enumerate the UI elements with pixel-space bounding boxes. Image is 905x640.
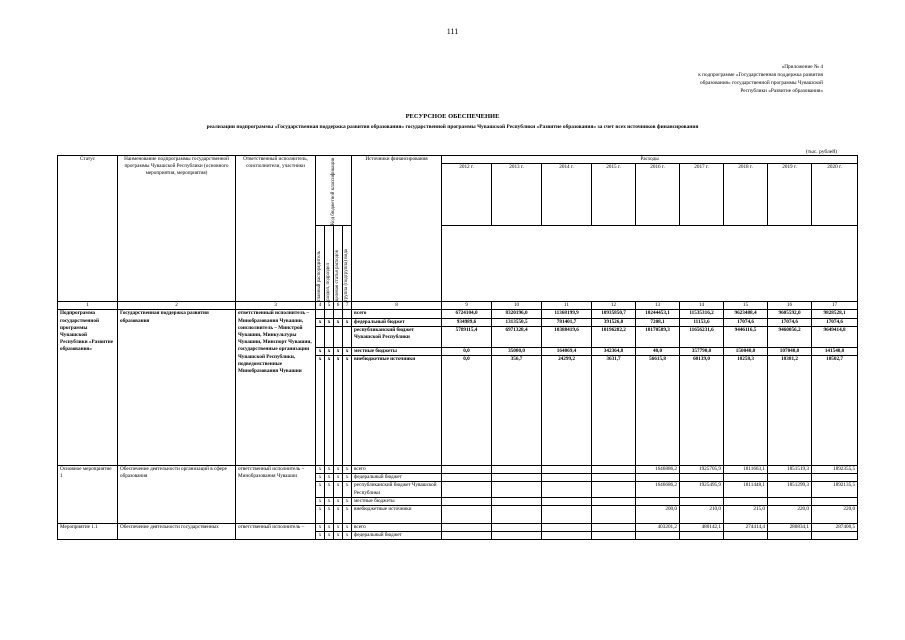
row-value: 9446116,5 [724, 326, 768, 347]
row-value: 10258,3 [724, 356, 768, 466]
header-executor: Ответственный исполнитель, соисполнители, участники [236, 156, 316, 302]
row-value: 11656231,6 [680, 326, 724, 347]
document-title: РЕСУРСНОЕ ОБЕСПЕЧЕНИЕ [405, 113, 500, 120]
units-note: (тыс. рублей) [805, 149, 837, 155]
row-value [592, 482, 636, 497]
kbk-code: x [334, 356, 343, 466]
column-number: 10 [492, 302, 542, 310]
header-kbk-4-label: группа (подгруппа) вида [344, 248, 350, 302]
header-kbk-1 [316, 226, 325, 302]
row-value [768, 532, 812, 540]
row-value: 934989,6 [442, 318, 492, 326]
kbk-code: x [316, 347, 325, 355]
kbk-code: x [325, 318, 334, 326]
kbk-code: x [334, 532, 343, 540]
header-year: 2016 г. [636, 164, 680, 226]
header-year: 2018 г. [724, 164, 768, 226]
row-value: 40,0 [636, 347, 680, 355]
header-kbk-3 [334, 226, 343, 302]
row-value [812, 497, 858, 505]
table-row [58, 466, 858, 474]
row-value [724, 474, 768, 482]
column-number: 17 [812, 302, 858, 310]
row-value: 10935850,7 [592, 310, 636, 318]
kbk-code [325, 310, 334, 318]
kbk-code: x [343, 466, 352, 474]
appendix-note [623, 63, 823, 95]
row-value [812, 532, 858, 540]
row-source: федеральный бюджет [352, 532, 442, 540]
row-value: 60139,0 [680, 356, 724, 466]
header-year: 2019 г. [768, 164, 812, 226]
kbk-code: x [325, 466, 334, 474]
row-value: 150040,0 [724, 347, 768, 355]
kbk-code: x [334, 466, 343, 474]
block-main-activity-1 [58, 466, 858, 524]
row-value: 5789115,4 [442, 326, 492, 347]
row-source: местные бюджеты [352, 347, 442, 355]
kbk-code: x [334, 474, 343, 482]
kbk-code: x [316, 482, 325, 497]
kbk-code: x [343, 318, 352, 326]
kbk-code: x [334, 482, 343, 497]
kbk-code: x [343, 356, 352, 466]
row-value: 781401,7 [542, 318, 592, 326]
table-row [58, 524, 858, 532]
row-value [542, 497, 592, 505]
row-value [442, 506, 492, 524]
column-number: 12 [592, 302, 636, 310]
row-value: 9605592,0 [768, 310, 812, 318]
kbk-code [316, 310, 325, 318]
header-status: Статус [58, 156, 118, 302]
row-name: Государственная поддержка развития образования [118, 310, 236, 466]
kbk-code: x [316, 474, 325, 482]
row-value: 342364,8 [592, 347, 636, 355]
row-value [542, 474, 592, 482]
column-number: 3 [236, 302, 316, 310]
row-value: 24299,2 [542, 356, 592, 466]
row-value: 141540,0 [812, 347, 858, 355]
row-source: федеральный бюджет [352, 318, 442, 326]
kbk-code: x [343, 506, 352, 524]
row-value: 357790,0 [680, 347, 724, 355]
column-number: 5 [325, 302, 334, 310]
header-name: Наименование подпрограммы государственной программы Чувашской Республики (основного мероприятия, мероприятия) [118, 156, 236, 302]
row-value [542, 532, 592, 540]
kbk-code: x [316, 506, 325, 524]
page-number: 111 [446, 27, 459, 36]
row-value [592, 532, 636, 540]
row-value: 1646886,2 [636, 466, 680, 474]
header-year: 2015 г. [592, 164, 636, 226]
row-value: 7208,1 [636, 318, 680, 326]
row-value [592, 466, 636, 474]
row-value: 200,0 [636, 506, 680, 524]
kbk-code: x [316, 532, 325, 540]
row-source: всего [352, 524, 442, 532]
kbk-code: x [343, 497, 352, 505]
kbk-code: x [325, 482, 334, 497]
header-kbk-1-label: главный распорядитель [317, 251, 323, 302]
column-number: 15 [724, 302, 768, 310]
row-source: всего [352, 466, 442, 474]
row-value: 1851519,3 [768, 466, 812, 474]
row-value [680, 532, 724, 540]
row-executor: ответственный исполнитель – [236, 524, 316, 540]
row-value [592, 524, 636, 532]
kbk-code: x [343, 524, 352, 532]
row-value: 480142,1 [680, 524, 724, 532]
resource-table [57, 155, 858, 540]
row-value: 107040,0 [768, 347, 812, 355]
table-row [58, 310, 858, 318]
row-value [442, 532, 492, 540]
column-number: 6 [334, 302, 343, 310]
row-value: 9623488,4 [724, 310, 768, 318]
row-value: 35000,0 [492, 347, 542, 355]
row-source: внебюджетные источники [352, 506, 442, 524]
appendix-line: Республики «Развитие образования» [740, 88, 823, 94]
row-value [492, 482, 542, 497]
row-value [542, 482, 592, 497]
row-value: 1892135,5 [812, 482, 858, 497]
kbk-code: x [325, 497, 334, 505]
row-value: 10381,2 [768, 356, 812, 466]
row-value: 1892355,5 [812, 466, 858, 474]
row-value: 9649414,8 [812, 326, 858, 347]
row-value: 11368199,9 [542, 310, 592, 318]
column-number: 1 [58, 302, 118, 310]
kbk-code: x [343, 482, 352, 497]
row-value [542, 466, 592, 474]
block-activity-1-1 [58, 524, 858, 540]
row-value [592, 506, 636, 524]
row-value [442, 466, 492, 474]
kbk-code: x [325, 347, 334, 355]
column-number: 13 [636, 302, 680, 310]
kbk-code: x [343, 532, 352, 540]
kbk-code [325, 326, 334, 347]
appendix-line: «Приложение № 4 [781, 64, 823, 70]
row-value: 391526,0 [592, 318, 636, 326]
kbk-code: x [325, 524, 334, 532]
row-value [724, 497, 768, 505]
row-value: 403201,2 [636, 524, 680, 532]
row-value [442, 482, 492, 497]
row-value: 1925705,9 [680, 466, 724, 474]
header-year: 2012 г. [442, 164, 492, 226]
kbk-code: x [334, 318, 343, 326]
row-value: 215,0 [724, 506, 768, 524]
row-value: 274414,4 [724, 524, 768, 532]
row-value [680, 474, 724, 482]
row-value: 6724104,0 [442, 310, 492, 318]
row-value: 0,0 [442, 347, 492, 355]
row-value [492, 474, 542, 482]
row-value: 210,0 [680, 506, 724, 524]
kbk-code: x [334, 497, 343, 505]
row-value: 220,0 [768, 506, 812, 524]
column-number: 11 [542, 302, 592, 310]
row-value: 280834,1 [768, 524, 812, 532]
kbk-code [343, 326, 352, 347]
column-number: 7 [343, 302, 352, 310]
row-value [680, 497, 724, 505]
row-value [442, 497, 492, 505]
kbk-code [334, 326, 343, 347]
row-value [636, 497, 680, 505]
kbk-code: x [334, 506, 343, 524]
row-value [592, 474, 636, 482]
row-value [768, 474, 812, 482]
kbk-code: x [343, 474, 352, 482]
column-number: 14 [680, 302, 724, 310]
row-value: 3631,7 [592, 356, 636, 466]
row-value: 10502,7 [812, 356, 858, 466]
appendix-line: образования» государственной программы Чувашской [700, 80, 823, 86]
row-value: 11535316,2 [680, 310, 724, 318]
kbk-code [343, 310, 352, 318]
row-source: внебюджетные источники [352, 356, 442, 466]
column-numbers-row [58, 302, 858, 310]
row-value [768, 497, 812, 505]
header-kbk-4 [343, 226, 352, 302]
header-expenses: Расходы [442, 156, 858, 164]
row-name: Обеспечение деятельности государственных [118, 524, 236, 540]
row-value [812, 474, 858, 482]
row-value: 356,7 [492, 356, 542, 466]
row-value [542, 524, 592, 532]
kbk-code: x [334, 524, 343, 532]
row-value [492, 466, 542, 474]
block-subprogram [58, 310, 858, 466]
kbk-code: x [316, 524, 325, 532]
row-source: федеральный бюджет [352, 474, 442, 482]
header-kbk-2-label: раздел, подраздел [326, 263, 332, 302]
header-kbk-label: Код бюджетной классификации [330, 157, 336, 225]
row-value [636, 474, 680, 482]
column-number: 9 [442, 302, 492, 310]
row-name: Обеспечение деятельности организаций в сфере образования [118, 466, 236, 524]
header-sources: Источники финансирования [352, 156, 442, 302]
row-value: 8320196,0 [492, 310, 542, 318]
row-value [492, 506, 542, 524]
appendix-line: к подпрограмме «Государственная поддержка развития [698, 72, 823, 78]
row-value [724, 532, 768, 540]
row-value: 11153,6 [680, 318, 724, 326]
row-executor: ответственный исполнитель – Минобразования Чувашии [236, 466, 316, 524]
header-kbk-2 [325, 226, 334, 302]
row-value: 1313550,5 [492, 318, 542, 326]
row-value: 6971328,4 [492, 326, 542, 347]
row-value [492, 524, 542, 532]
kbk-code: x [325, 356, 334, 466]
kbk-code [334, 310, 343, 318]
row-value: 1851299,3 [768, 482, 812, 497]
row-value: 164069,4 [542, 347, 592, 355]
row-value: 10170589,3 [636, 326, 680, 347]
kbk-code: x [343, 347, 352, 355]
kbk-code: x [316, 497, 325, 505]
kbk-code: x [316, 318, 325, 326]
row-value: 1811448,1 [724, 482, 768, 497]
kbk-code: x [325, 506, 334, 524]
kbk-code: x [316, 466, 325, 474]
header-years-spacer [442, 226, 858, 302]
column-number: 2 [118, 302, 236, 310]
header-year: 2017 г. [680, 164, 724, 226]
row-value: 1646686,2 [636, 482, 680, 497]
row-value [542, 506, 592, 524]
header-year: 2020 г. [812, 164, 858, 226]
row-value: 56615,8 [636, 356, 680, 466]
header-year: 2013 г. [492, 164, 542, 226]
header-kbk [316, 156, 352, 226]
row-value [492, 497, 542, 505]
kbk-code: x [334, 347, 343, 355]
row-value [636, 532, 680, 540]
row-value: 17074,6 [768, 318, 812, 326]
kbk-code [316, 326, 325, 347]
row-value [442, 474, 492, 482]
kbk-code: x [316, 356, 325, 466]
row-value: 220,0 [812, 506, 858, 524]
row-value: 10244453,1 [636, 310, 680, 318]
column-number: 4 [316, 302, 325, 310]
row-value [442, 524, 492, 532]
row-status: Основное мероприятие 1 [58, 466, 118, 524]
row-executor: ответственный исполнитель – Минобразования Чувашии, соисполнитель – Минстрой Чувашии, Минкультуры Чувашии, Минспорт Чувашии, государственные организации Чувашской Республики, подведомственные Минобразования Чувашии [236, 310, 316, 466]
row-source: республиканский бюджет Чувашской Республики [352, 482, 442, 497]
row-value [592, 497, 636, 505]
row-value: 17074,6 [812, 318, 858, 326]
row-status: Мероприятие 1.1 [58, 524, 118, 540]
row-value: 9828528,1 [812, 310, 858, 318]
row-value: 10196282,2 [592, 326, 636, 347]
row-value: 9460056,2 [768, 326, 812, 347]
row-value: 10388419,6 [542, 326, 592, 347]
row-source: местные бюджеты [352, 497, 442, 505]
column-number: 16 [768, 302, 812, 310]
row-status: Подпрограмма государственной программы Чувашской Республики «Развитие образования» [58, 310, 118, 466]
row-value: 1925495,9 [680, 482, 724, 497]
document-subtitle: реализации подпрограммы «Государственная поддержка развития образования» государственной программы Чувашской Республики «Развитие образования» за счет всех источников финансирования [206, 124, 699, 130]
column-number: 8 [352, 302, 442, 310]
table-header [58, 156, 858, 310]
row-value: 287400,5 [812, 524, 858, 532]
row-value: 1811663,1 [724, 466, 768, 474]
row-source: республиканский бюджет Чувашской Республики [352, 326, 442, 347]
row-value [492, 532, 542, 540]
header-year: 2014 г. [542, 164, 592, 226]
kbk-code: x [325, 474, 334, 482]
row-source: всего [352, 310, 442, 318]
row-value: 0,0 [442, 356, 492, 466]
kbk-code: x [325, 532, 334, 540]
row-value: 17074,6 [724, 318, 768, 326]
header-kbk-3-label: целевая статья расходов [335, 250, 341, 302]
